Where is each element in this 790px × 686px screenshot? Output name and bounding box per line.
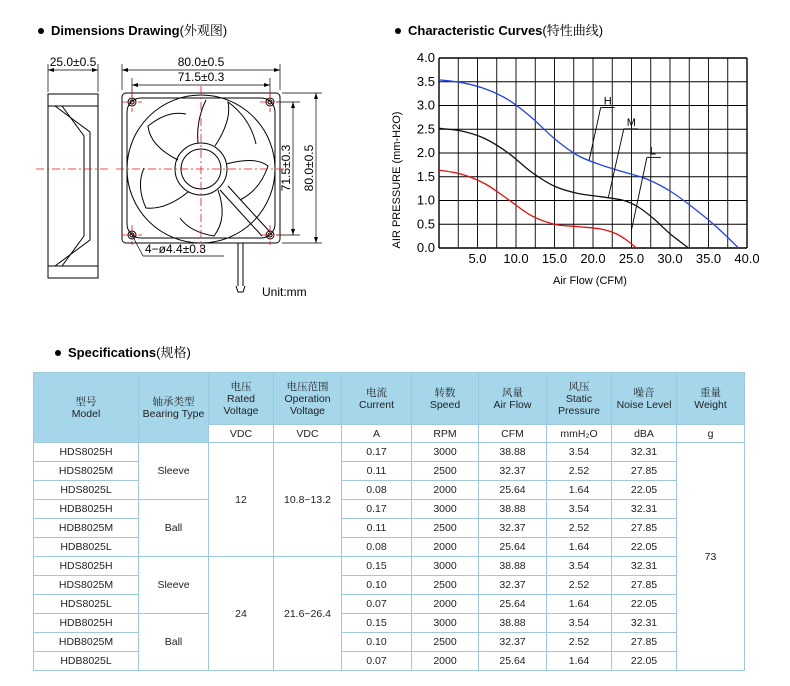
noise-cell: 27.85 bbox=[612, 633, 677, 652]
col-header-current: 电流 Current bbox=[342, 373, 412, 425]
bearing-type-cell: Sleeve bbox=[139, 557, 209, 614]
table-body bbox=[34, 443, 745, 671]
unit-label: Unit:mm bbox=[262, 285, 307, 299]
speed-cell: 2000 bbox=[412, 481, 479, 500]
hole-pitch-v-label: 71.5±0.3 bbox=[279, 144, 293, 192]
series-label-h: H bbox=[603, 95, 612, 108]
hole-pitch-h-label: 71.5±0.3 bbox=[177, 70, 225, 84]
operation-voltage-cell: 10.8~13.2 bbox=[274, 443, 342, 557]
x-axis-title: Air Flow (CFM) bbox=[553, 275, 627, 287]
col-header-bearing: 轴承类型 Bearing Type bbox=[139, 373, 209, 443]
speed-cell: 2000 bbox=[412, 652, 479, 671]
col-header-noise: 噪音 Noise Level bbox=[612, 373, 677, 425]
airflow-cell: 38.88 bbox=[479, 500, 547, 519]
noise-cell: 22.05 bbox=[612, 595, 677, 614]
airflow-cell: 32.37 bbox=[479, 633, 547, 652]
y-tick-label: 2.0 bbox=[416, 145, 435, 160]
current-cell: 0.17 bbox=[342, 443, 412, 462]
noise-cell: 22.05 bbox=[612, 481, 677, 500]
airflow-cell: 25.64 bbox=[479, 595, 547, 614]
unit-cell: A bbox=[342, 425, 412, 443]
model-cell: HDB8025L bbox=[34, 538, 139, 557]
model-cell: HDS8025H bbox=[34, 557, 139, 576]
col-header-voltage: 电压 Rated Voltage bbox=[209, 373, 274, 425]
rated-voltage-cell: 24 bbox=[209, 557, 274, 671]
table-row bbox=[34, 443, 745, 462]
pressure-cell: 2.52 bbox=[547, 633, 612, 652]
table-row bbox=[34, 500, 745, 519]
bullet-icon bbox=[395, 28, 401, 34]
y-tick-label: 2.5 bbox=[416, 121, 435, 137]
speed-cell: 3000 bbox=[412, 614, 479, 633]
airflow-cell: 38.88 bbox=[479, 443, 547, 462]
col-header-model: 型号 Model bbox=[34, 373, 139, 443]
pressure-cell: 1.64 bbox=[547, 595, 612, 614]
airflow-cell: 38.88 bbox=[479, 557, 547, 576]
unit-cell: VDC bbox=[274, 425, 342, 443]
noise-cell: 27.85 bbox=[612, 519, 677, 538]
specifications-table bbox=[33, 372, 745, 671]
speed-cell: 2500 bbox=[412, 519, 479, 538]
speed-cell: 2500 bbox=[412, 462, 479, 481]
y-tick-label: 3.5 bbox=[416, 73, 435, 89]
unit-cell: dBA bbox=[612, 425, 677, 443]
pressure-cell: 2.52 bbox=[547, 519, 612, 538]
model-cell: HDB8025M bbox=[34, 519, 139, 538]
model-cell: HDS8025M bbox=[34, 576, 139, 595]
noise-cell: 32.31 bbox=[612, 614, 677, 633]
speed-cell: 2000 bbox=[412, 538, 479, 557]
thickness-label: 25.0±0.5 bbox=[49, 55, 97, 69]
model-cell: HDB8025L bbox=[34, 652, 139, 671]
speed-cell: 2500 bbox=[412, 633, 479, 652]
current-cell: 0.17 bbox=[342, 500, 412, 519]
x-tick-label: 35.0 bbox=[695, 251, 722, 266]
col-header-weight: 重量 Weight bbox=[677, 373, 745, 425]
current-cell: 0.08 bbox=[342, 481, 412, 500]
pressure-cell: 2.52 bbox=[547, 576, 612, 595]
outer-height-label: 80.0±0.5 bbox=[302, 144, 316, 192]
speed-cell: 3000 bbox=[412, 500, 479, 519]
table-row bbox=[34, 614, 745, 633]
noise-cell: 32.31 bbox=[612, 500, 677, 519]
table-header-row bbox=[34, 373, 745, 425]
pressure-cell: 1.64 bbox=[547, 652, 612, 671]
current-cell: 0.07 bbox=[342, 595, 412, 614]
col-header-airflow: 风量 Air Flow bbox=[479, 373, 547, 425]
pressure-cell: 1.64 bbox=[547, 538, 612, 557]
fan-blades bbox=[140, 100, 268, 236]
x-tick-label: 30.0 bbox=[657, 251, 683, 266]
current-cell: 0.11 bbox=[342, 462, 412, 481]
noise-cell: 22.05 bbox=[612, 538, 677, 557]
x-tick-label: 15.0 bbox=[541, 251, 568, 266]
dimensions-drawing bbox=[0, 40, 380, 310]
airflow-cell: 38.88 bbox=[479, 614, 547, 633]
airflow-cell: 25.64 bbox=[479, 652, 547, 671]
airflow-cell: 25.64 bbox=[479, 538, 547, 557]
pressure-cell: 2.52 bbox=[547, 462, 612, 481]
pressure-cell: 1.64 bbox=[547, 481, 612, 500]
current-cell: 0.10 bbox=[342, 633, 412, 652]
noise-cell: 32.31 bbox=[612, 557, 677, 576]
operation-voltage-cell: 21.6~26.4 bbox=[274, 557, 342, 671]
mounting-holes-label: 4−ø4.4±0.3 bbox=[145, 242, 206, 256]
noise-cell: 27.85 bbox=[612, 462, 677, 481]
speed-cell: 2000 bbox=[412, 595, 479, 614]
current-cell: 0.11 bbox=[342, 519, 412, 538]
model-cell: HDS8025L bbox=[34, 595, 139, 614]
airflow-cell: 32.37 bbox=[479, 576, 547, 595]
series-leader-l bbox=[632, 157, 647, 230]
pressure-cell: 3.54 bbox=[547, 500, 612, 519]
bearing-type-cell: Ball bbox=[139, 614, 209, 671]
cable bbox=[238, 243, 243, 286]
current-cell: 0.15 bbox=[342, 614, 412, 633]
x-tick-label: 10.0 bbox=[503, 251, 529, 266]
specs-section-title: Specifications(规格) bbox=[55, 342, 191, 361]
unit-cell: CFM bbox=[479, 425, 547, 443]
current-cell: 0.10 bbox=[342, 576, 412, 595]
outer-width-label: 80.0±0.5 bbox=[177, 55, 225, 69]
y-tick-label: 0.0 bbox=[416, 240, 435, 255]
speed-cell: 3000 bbox=[412, 557, 479, 576]
model-cell: HDB8025H bbox=[34, 614, 139, 633]
y-tick-label: 1.0 bbox=[416, 192, 435, 208]
x-tick-label: 40.0 bbox=[734, 251, 760, 266]
rated-voltage-cell: 12 bbox=[209, 443, 274, 557]
bearing-type-cell: Ball bbox=[139, 500, 209, 557]
col-header-pressure: 风压 Static Pressure bbox=[547, 373, 612, 425]
y-tick-label: 0.5 bbox=[416, 216, 435, 232]
bearing-type-cell: Sleeve bbox=[139, 443, 209, 500]
model-cell: HDS8025H bbox=[34, 443, 139, 462]
speed-cell: 2500 bbox=[412, 576, 479, 595]
pressure-cell: 3.54 bbox=[547, 557, 612, 576]
dimensions-section-title: Dimensions Drawing(外观图) bbox=[38, 20, 227, 39]
noise-cell: 27.85 bbox=[612, 576, 677, 595]
model-cell: HDB8025H bbox=[34, 500, 139, 519]
noise-cell: 22.05 bbox=[612, 652, 677, 671]
series-leader-m bbox=[608, 129, 623, 197]
col-header-speed: 转数 Speed bbox=[412, 373, 479, 425]
x-tick-label: 25.0 bbox=[618, 251, 645, 266]
table-row bbox=[34, 557, 745, 576]
center-lines bbox=[36, 86, 288, 252]
current-cell: 0.15 bbox=[342, 557, 412, 576]
bullet-icon bbox=[38, 28, 44, 34]
x-tick-label: 20.0 bbox=[580, 251, 606, 266]
series-label-m: M bbox=[626, 116, 636, 129]
airflow-cell: 32.37 bbox=[479, 519, 547, 538]
pressure-cell: 3.54 bbox=[547, 614, 612, 633]
airflow-cell: 32.37 bbox=[479, 462, 547, 481]
y-axis-title: AIR PRESSURE (mm-H2O) bbox=[391, 111, 403, 249]
series-label-l: L bbox=[649, 145, 657, 158]
pressure-cell: 3.54 bbox=[547, 443, 612, 462]
airflow-cell: 25.64 bbox=[479, 481, 547, 500]
weight-cell: 73 bbox=[677, 443, 745, 671]
y-tick-label: 3.0 bbox=[416, 97, 435, 113]
speed-cell: 3000 bbox=[412, 443, 479, 462]
y-tick-label: 1.5 bbox=[416, 168, 435, 184]
unit-cell: VDC bbox=[209, 425, 274, 443]
current-cell: 0.08 bbox=[342, 538, 412, 557]
unit-cell: RPM bbox=[412, 425, 479, 443]
y-tick-label: 4.0 bbox=[416, 50, 435, 65]
current-cell: 0.07 bbox=[342, 652, 412, 671]
series-leader-h bbox=[589, 108, 601, 161]
series-line-l bbox=[439, 170, 636, 248]
x-tick-label: 5.0 bbox=[468, 251, 487, 266]
bullet-icon bbox=[55, 350, 61, 356]
model-cell: HDB8025M bbox=[34, 633, 139, 652]
model-cell: HDS8025M bbox=[34, 462, 139, 481]
model-cell: HDS8025L bbox=[34, 481, 139, 500]
noise-cell: 32.31 bbox=[612, 443, 677, 462]
unit-cell: mmH₂O bbox=[547, 425, 612, 443]
curves-section-title: Characteristic Curves(特性曲线) bbox=[395, 20, 603, 39]
characteristic-curves-chart bbox=[385, 40, 780, 295]
col-header-operation-voltage: 电压范围 Operation Voltage bbox=[274, 373, 342, 425]
unit-cell: g bbox=[677, 425, 745, 443]
